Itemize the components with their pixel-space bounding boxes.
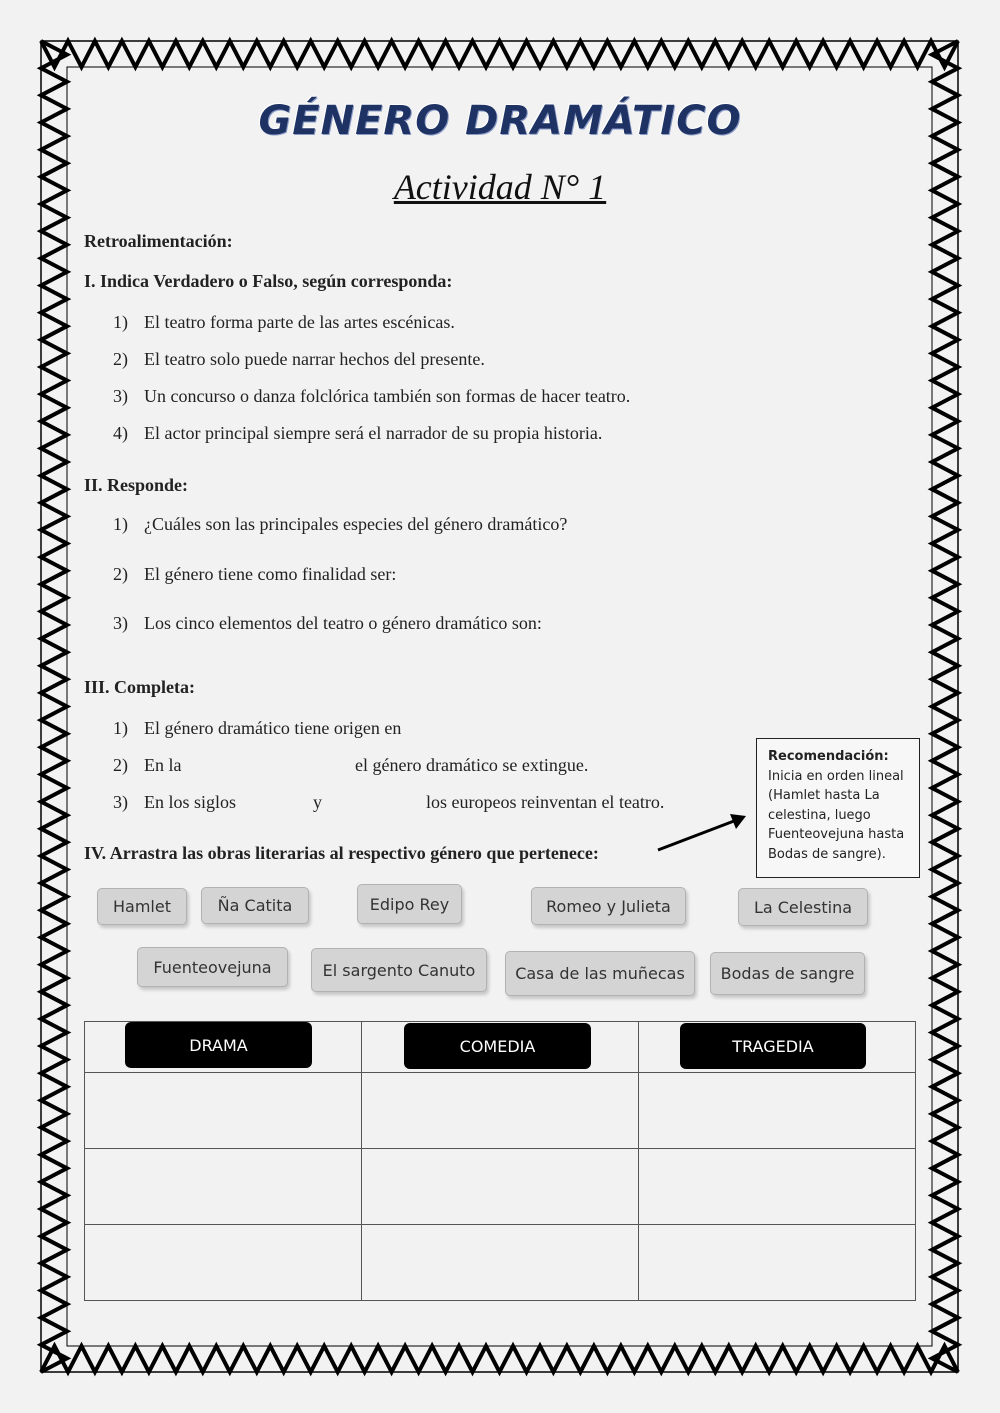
item-number: 1) xyxy=(113,312,128,332)
section-4-heading: IV. Arrastra las obras literarias al respectivo género que pertenece: xyxy=(84,843,599,863)
activity-subtitle: Actividad N° 1 xyxy=(393,167,607,207)
work-chip-fuenteovejuna[interactable]: Fuenteovejuna xyxy=(137,947,288,987)
table-row xyxy=(85,1073,916,1149)
true-false-statement: El teatro forma parte de las artes escénicas. xyxy=(144,312,455,332)
recommendation-line: Inicia en orden lineal xyxy=(768,768,904,784)
drop-zone-drama[interactable] xyxy=(85,1149,362,1225)
drop-zone-comedia[interactable] xyxy=(362,1225,639,1301)
item-number: 2) xyxy=(113,755,128,775)
completion-text: El género dramático tiene origen en xyxy=(144,718,402,738)
work-chip-bodas-de-sangre[interactable]: Bodas de sangre xyxy=(710,952,865,995)
completion-text: el género dramático se extingue. xyxy=(355,755,589,775)
true-false-statement: El actor principal siempre será el narrador de su propia historia. xyxy=(144,423,603,443)
drop-zone-tragedia[interactable] xyxy=(639,1073,916,1149)
section-3-heading: III. Completa: xyxy=(84,677,195,697)
feedback-label: Retroalimentación: xyxy=(84,231,233,251)
completion-text: En los siglos xyxy=(144,792,237,812)
true-false-statement: Un concurso o danza folclórica también son formas de hacer teatro. xyxy=(144,386,631,406)
recommendation-line: (Hamlet hasta La xyxy=(768,788,880,803)
work-chip-casa-de-las-munecas[interactable]: Casa de las muñecas xyxy=(505,951,695,996)
recommendation-line: celestina, luego xyxy=(768,807,871,823)
item-number: 3) xyxy=(113,386,128,406)
recommendation-line: Fuenteovejuna hasta xyxy=(768,827,905,842)
drop-zone-comedia[interactable] xyxy=(362,1073,639,1149)
section-2-heading: II. Responde: xyxy=(84,475,189,495)
item-number: 2) xyxy=(113,349,128,369)
drop-zone-tragedia[interactable] xyxy=(639,1225,916,1301)
genre-header-drama: DRAMA xyxy=(125,1022,312,1068)
item-number: 3) xyxy=(113,613,128,633)
completion-text: y xyxy=(313,792,322,812)
drop-zone-drama[interactable] xyxy=(85,1073,362,1149)
item-number: 3) xyxy=(113,792,128,812)
item-number: 1) xyxy=(113,514,128,534)
item-number: 2) xyxy=(113,564,128,584)
recommendation-line: Bodas de sangre). xyxy=(768,846,886,862)
page-title: GÉNERO DRAMÁTICO xyxy=(258,98,742,144)
genre-header-comedia: COMEDIA xyxy=(404,1023,591,1069)
recommendation-note xyxy=(756,738,920,878)
work-chip-romeo-y-julieta[interactable]: Romeo y Julieta xyxy=(531,887,686,925)
recommendation-title: Recomendación: xyxy=(768,749,889,764)
table-row xyxy=(85,1225,916,1301)
work-chip-el-sargento-canuto[interactable]: El sargento Canuto xyxy=(311,948,487,992)
item-number: 4) xyxy=(113,423,128,443)
work-chip-edipo-rey[interactable]: Edipo Rey xyxy=(357,884,462,924)
question-text: El género tiene como finalidad ser: xyxy=(144,564,397,584)
item-number: 1) xyxy=(113,718,128,738)
drop-zone-tragedia[interactable] xyxy=(639,1149,916,1225)
work-chip-hamlet[interactable]: Hamlet xyxy=(97,888,187,925)
drop-zone-drama[interactable] xyxy=(85,1225,362,1301)
work-chip-na-catita[interactable]: Ña Catita xyxy=(201,887,309,924)
work-chip-la-celestina[interactable]: La Celestina xyxy=(738,888,868,926)
question-text: Los cinco elementos del teatro o género dramático son: xyxy=(144,613,542,633)
completion-text: En la xyxy=(144,755,182,775)
drop-zone-comedia[interactable] xyxy=(362,1149,639,1225)
section-1-heading: I. Indica Verdadero o Falso, según corresponda: xyxy=(84,271,453,291)
genre-header-tragedia: TRAGEDIA xyxy=(680,1023,866,1069)
question-text: ¿Cuáles son las principales especies del género dramático? xyxy=(144,514,568,534)
completion-text: los europeos reinventan el teatro. xyxy=(426,792,665,812)
true-false-statement: El teatro solo puede narrar hechos del presente. xyxy=(144,349,485,369)
arrow-icon xyxy=(650,805,760,860)
table-row xyxy=(85,1149,916,1225)
